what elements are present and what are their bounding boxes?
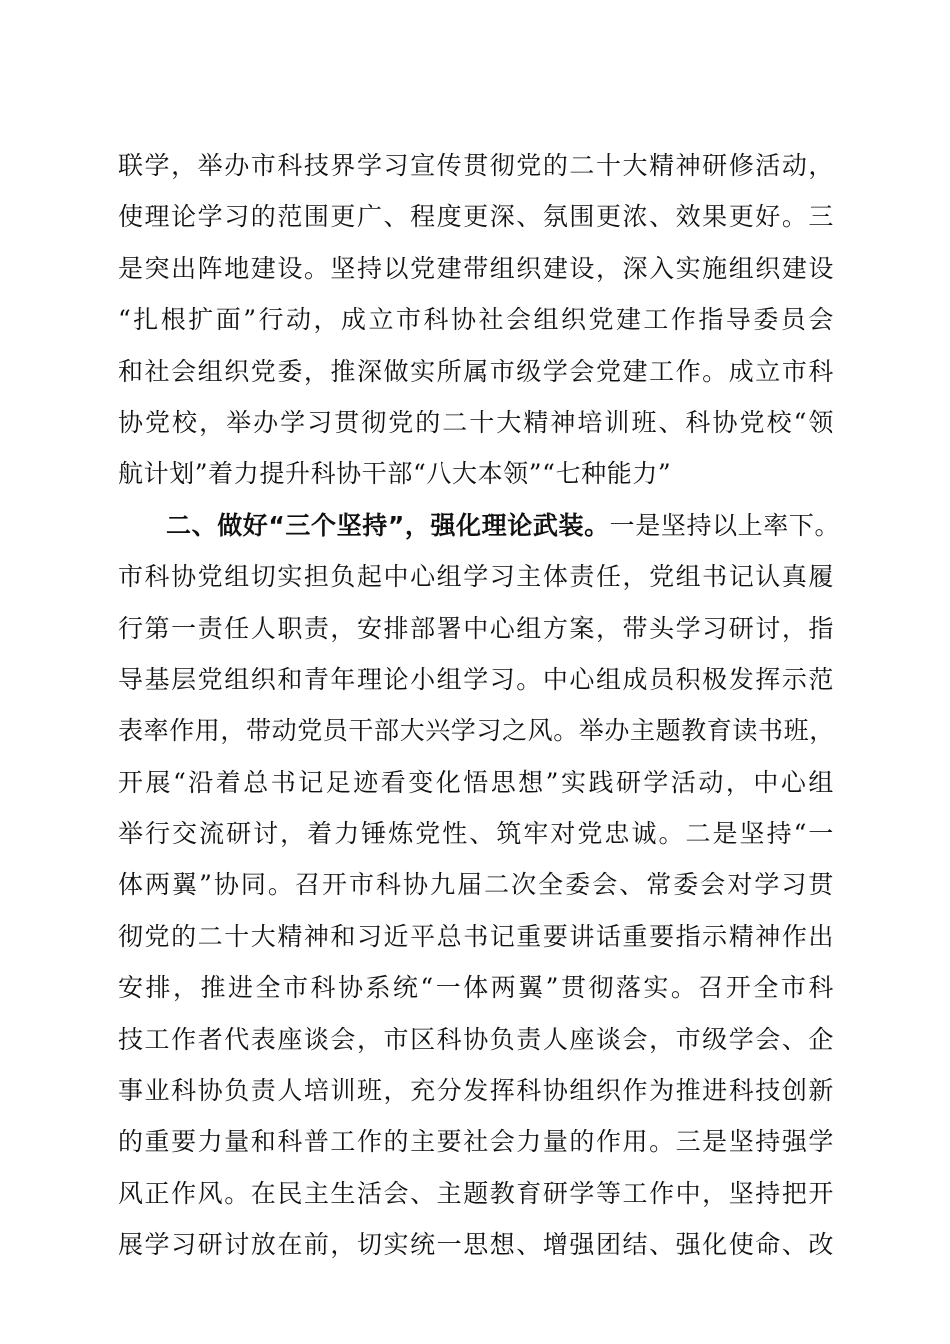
paragraph-line: 航计划”着力提升科协干部“八大本领”“七种能力” (118, 459, 672, 489)
paragraph-line: 协党校，举办学习贯彻党的二十大精神培训班、科协党校“领 (118, 407, 834, 437)
paragraph-line: 开展“沿着总书记足迹看变化悟思想”实践研学活动，中心组 (118, 767, 834, 797)
paragraph-line: 彻党的二十大精神和习近平总书记重要讲话重要指示精神作出 (118, 921, 834, 951)
paragraph-line: “扎根扩面”行动，成立市科协社会组织党建工作指导委员会 (118, 305, 834, 335)
section-heading-line (118, 500, 841, 551)
paragraph-line: 风正作风。在民主生活会、主题教育研学等工作中，坚持把开 (118, 1178, 834, 1208)
paragraph-line: 行第一责任人职责，安排部署中心组方案，带头学习研讨，指 (118, 613, 834, 643)
section-heading: 二、做好“三个坚持”，强化理论武装。 (166, 510, 610, 540)
paragraph-line: 技工作者代表座谈会，市区科协负责人座谈会，市级学会、企 (118, 1024, 834, 1054)
paragraph-line: 举行交流研讨，着力锤炼党性、筑牢对党忠诚。二是坚持“一 (118, 819, 834, 849)
paragraph-line: 的重要力量和科普工作的主要社会力量的作用。三是坚持强学 (118, 1127, 834, 1157)
paragraph-line: 和社会组织党委，推深做实所属市级学会党建工作。成立市科 (118, 356, 834, 386)
section-heading-rest: 一是坚持以上率下。 (609, 510, 841, 540)
paragraph-line: 展学习研讨放在前，切实统一思想、增强团结、强化使命、改 (118, 1230, 834, 1260)
paragraph-line: 表率作用，带动党员干部大兴学习之风。举办主题教育读书班， (118, 716, 835, 746)
paragraph-line: 事业科协负责人培训班，充分发挥科协组织作为推进科技创新 (118, 1076, 834, 1106)
paragraph-line: 体两翼”协同。召开市科协九届二次全委会、常委会对学习贯 (118, 870, 834, 900)
document-body (118, 140, 841, 1271)
paragraph-line: 安排，推进全市科协系统“一体两翼”贯彻落实。召开全市科 (118, 973, 834, 1003)
paragraph-line: 联学，举办市科技界学习宣传贯彻党的二十大精神研修活动， (118, 151, 834, 180)
paragraph-line: 市科协党组切实担负起中心组学习主体责任，党组书记认真履 (118, 562, 834, 592)
paragraph-line: 是突出阵地建设。坚持以党建带组织建设，深入实施组织建设 (118, 253, 834, 283)
paragraph-line: 导基层党组织和青年理论小组学习。中心组成员积极发挥示范 (118, 664, 834, 694)
paragraph-line: 使理论学习的范围更广、程度更深、氛围更浓、效果更好。三 (118, 202, 834, 232)
